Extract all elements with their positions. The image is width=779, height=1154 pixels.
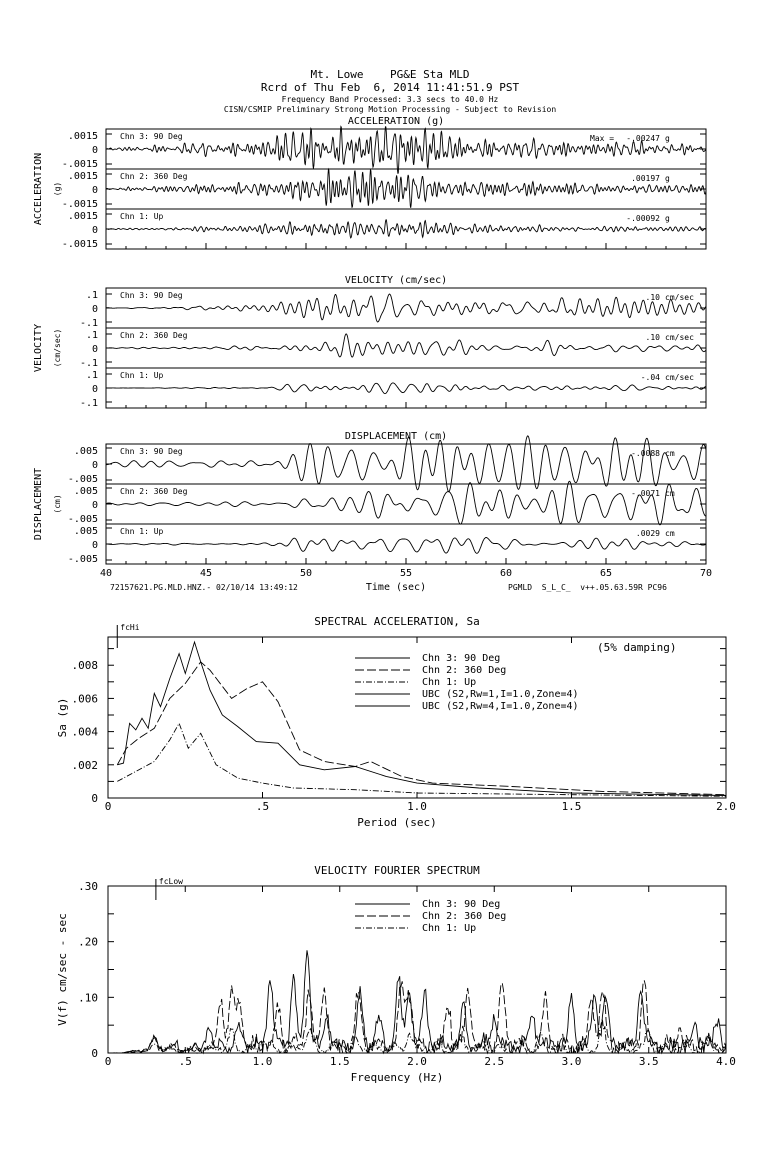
time-tick-label: 50 [299,568,313,579]
x-tick-label: 3.5 [638,1055,659,1068]
y-tick-label: .10 [78,991,98,1005]
max-value: -.04 [640,373,660,382]
time-axis-label: Time (sec) [365,582,427,593]
channel-label: Chn 2: 360 Deg [120,487,188,496]
y-tick-label: 0 [91,344,98,355]
x-tick-label: .5 [255,800,270,813]
y-tick-label: 0 [91,225,98,236]
max-value: .0029 [635,529,660,538]
velocity-fourier-xlabel: Frequency (Hz) [350,1071,444,1084]
station-title: Mt. Lowe PG&E Sta MLD [310,68,470,81]
channel-label: Chn 3: 90 Deg [120,132,183,141]
legend-entry: Chn 3: 90 Deg [422,899,501,910]
y-tick-label: .1 [85,370,98,381]
x-tick-label: 0 [104,1055,112,1068]
channel-label: Chn 3: 90 Deg [120,447,183,456]
y-tick-label: -.1 [79,358,98,369]
y-tick-label: .1 [85,290,98,301]
y-tick-label: 0 [91,304,98,315]
y-tick-label: .20 [78,935,98,949]
time-tick-label: 40 [99,568,113,579]
y-tick-label: .004 [71,725,98,739]
max-unit: cm/sec [665,373,694,382]
x-tick-label: 2.5 [484,1055,505,1068]
damping-note: (5% damping) [597,641,677,654]
max-value: -.00092 [626,214,660,223]
max-unit: cm [665,449,675,458]
legend-entry: Chn 3: 90 Deg [422,653,501,664]
velocity-title: VELOCITY (cm/sec) [344,275,448,286]
max-value: -.0088 [631,449,660,458]
max-value: .10 [645,293,660,302]
velocity-ylabel: VELOCITY [33,323,44,373]
footer-right: PGMLD S_L_C_ v++.05.63.59R PC96 [508,583,667,592]
y-tick-label: .1 [85,330,98,341]
time-tick-label: 65 [599,568,613,579]
y-tick-label: 0 [91,792,98,805]
x-tick-label: 2.0 [407,1055,427,1068]
y-tick-label: 0 [91,185,98,196]
spectral-acceleration-xlabel: Period (sec) [357,816,437,829]
y-tick-label: .005 [73,446,98,457]
y-tick-label: .0015 [67,131,98,142]
y-tick-label: -.005 [67,474,98,485]
y-tick-label: -.0015 [61,159,98,170]
spectral-acceleration-ylabel: Sa (g) [56,697,69,738]
x-tick-label: 0 [104,800,112,813]
x-tick-label: 1.5 [329,1055,350,1068]
acceleration-title: ACCELERATION (g) [347,116,445,127]
channel-label: Chn 1: Up [120,371,164,380]
legend-entry: UBC (S2,Rw=4,I=1.0,Zone=4) [422,701,579,712]
channel-label: Chn 3: 90 Deg [120,291,183,300]
displacement-yunit: (cm) [53,494,62,514]
max-unit: cm [665,489,675,498]
frequency-band: Frequency Band Processed: 3.3 secs to 40.0 Hz [281,95,499,104]
y-tick-label: -.0015 [61,239,98,250]
displacement-ylabel: DISPLACEMENT [33,467,44,541]
velocity-yunit: (cm/sec) [53,328,62,368]
y-tick-label: -.005 [67,554,98,565]
spectral-acceleration-title: SPECTRAL ACCELERATION, Sa [314,615,480,628]
y-tick-label: 0 [91,145,98,156]
x-tick-label: 1.0 [407,800,427,813]
acceleration-yunit: (g) [53,181,62,197]
max-value: -.0071 [631,489,660,498]
velocity-fourier-title: VELOCITY FOURIER SPECTRUM [314,864,480,877]
max-value: .00197 [631,174,660,183]
y-tick-label: 0 [91,384,98,395]
y-tick-label: .30 [78,880,98,893]
y-tick-label: .008 [71,659,98,673]
time-tick-label: 45 [199,568,213,579]
y-tick-label: .0015 [67,211,98,222]
record-time: Rcrd of Thu Feb 6, 2014 11:41:51.9 PST [260,81,520,94]
legend-entry: Chn 1: Up [422,677,477,688]
x-tick-label: 2.0 [716,800,736,813]
max-unit: cm [665,529,675,538]
y-tick-label: 0 [91,1047,98,1060]
x-tick-label: 3.0 [561,1055,582,1068]
velocity-fourier-ylabel: V(f) cm/sec - sec [56,913,69,1026]
max-unit: g [665,214,670,223]
acceleration-ylabel: ACCELERATION [33,152,44,226]
max-unit: cm/sec [665,333,694,342]
max-unit: g [665,174,670,183]
y-tick-label: 0 [91,500,98,511]
time-tick-label: 55 [399,568,413,579]
legend-entry: Chn 2: 360 Deg [422,911,507,922]
channel-label: Chn 1: Up [120,527,164,536]
y-tick-label: .005 [73,486,98,497]
y-tick-label: .006 [71,692,98,706]
processing-notice: CISN/CSMIP Preliminary Strong Motion Processing - Subject to Revision [223,105,557,114]
channel-label: Chn 1: Up [120,212,164,221]
max-unit: cm/sec [665,293,694,302]
max-value: -.00247 [626,134,660,143]
y-tick-label: 0 [91,460,98,471]
y-tick-label: .0015 [67,171,98,182]
legend-entry: Chn 2: 360 Deg [422,665,507,676]
max-prefix: Max = [590,134,615,143]
y-tick-label: -.005 [67,514,98,525]
legend-entry: Chn 1: Up [422,923,477,934]
y-tick-label: .005 [73,526,98,537]
y-tick-label: .002 [71,758,98,772]
y-tick-label: -.0015 [61,199,98,210]
x-tick-label: 1.5 [561,800,582,813]
y-tick-label: -.1 [79,318,98,329]
channel-label: Chn 2: 360 Deg [120,331,188,340]
x-tick-label: 4.0 [716,1055,736,1068]
cutoff-label: fcHi [120,623,140,632]
displacement-title: DISPLACEMENT (cm) [344,431,448,442]
footer-left: 72157621.PG.MLD.HNZ.- 02/10/14 13:49:12 [110,583,298,592]
max-value: .10 [645,333,660,342]
y-tick-label: -.1 [79,398,98,409]
channel-label: Chn 2: 360 Deg [120,172,188,181]
y-tick-label: 0 [91,540,98,551]
legend-entry: UBC (S2,Rw=1,I=1.0,Zone=4) [422,689,579,700]
time-tick-label: 70 [699,568,713,579]
max-unit: g [665,134,670,143]
x-tick-label: 1.0 [252,1055,273,1068]
time-tick-label: 60 [499,568,513,579]
x-tick-label: .5 [178,1055,192,1068]
cutoff-label: fcLow [158,877,183,886]
